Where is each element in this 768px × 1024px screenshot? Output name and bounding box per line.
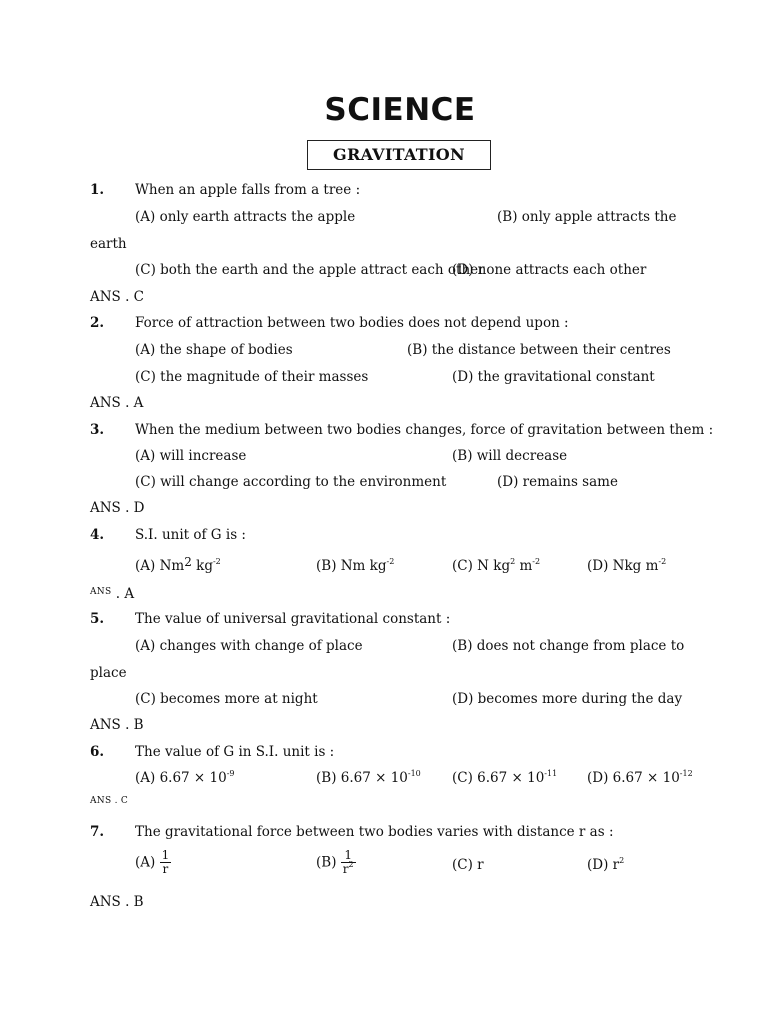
question-text: S.I. unit of G is :	[135, 527, 246, 543]
answer: ANS . D	[90, 500, 145, 516]
option-b: (B) the distance between their centres	[407, 342, 671, 358]
option-a: (A) changes with change of place	[135, 638, 363, 654]
option-d: (D) $6.67 \times 10^{-12}$	[587, 769, 693, 786]
option-a: (A) will increase	[135, 448, 247, 464]
answer: ANS . A	[90, 395, 144, 411]
question-number: 4.	[90, 527, 105, 543]
option-b-wrap: earth	[90, 236, 127, 252]
option-d: (D) Nkg $m^{-2}$	[587, 557, 667, 574]
option-b: (B) $\frac{1}{r^2}$	[316, 848, 354, 876]
option-c: (C) both the earth and the apple attract each other	[135, 262, 485, 278]
option-c: (C) $6.67 \times 10^{-11}$	[452, 769, 558, 786]
question-number: 5.	[90, 611, 105, 627]
option-a: (A) Nm$^2$ $kg^{-2}$	[135, 555, 221, 574]
option-d: (D) none attracts each other	[452, 262, 647, 278]
question-number: 2.	[90, 315, 105, 331]
fraction: $\frac{1}{r^2}$	[342, 848, 354, 876]
option-d: (D) the gravitational constant	[452, 369, 655, 385]
option-a: (A) only earth attracts the apple	[135, 209, 356, 225]
option-b-wrap: place	[90, 665, 127, 681]
option-b: (B) $6.67 \times 10^{-10}$	[316, 769, 421, 786]
answer: ANS . B	[90, 717, 144, 733]
chapter-title: GRAVITATION	[307, 140, 491, 170]
question-number: 1.	[90, 182, 105, 198]
option-d: (D) $r^2$	[587, 856, 625, 873]
option-d: (D) becomes more during the day	[452, 691, 683, 707]
option-c: (C) becomes more at night	[135, 691, 318, 707]
option-b: (B) only apple attracts the	[497, 209, 677, 225]
option-c: (C) r	[452, 857, 484, 873]
question-number: 3.	[90, 422, 105, 438]
answer: ANS . B	[90, 894, 144, 910]
answer: $^{ANS}$ . A	[90, 586, 135, 602]
option-d: (D) remains same	[497, 474, 618, 490]
question-text: When an apple falls from a tree :	[135, 182, 361, 198]
question-number: 6.	[90, 744, 105, 760]
page-title: SCIENCE	[324, 92, 476, 128]
option-c: (C) the magnitude of their masses	[135, 369, 369, 385]
question-text: The value of universal gravitational constant :	[135, 611, 451, 627]
option-b: (B) will decrease	[452, 448, 568, 464]
answer: ANS . C	[90, 289, 145, 305]
question-number: 7.	[90, 824, 105, 840]
option-b: (B) Nm $kg^{-2}$	[316, 557, 395, 574]
question-text: The value of G in S.I. unit is :	[135, 744, 335, 760]
option-b: (B) does not change from place to	[452, 638, 685, 654]
option-a: (A) the shape of bodies	[135, 342, 293, 358]
question-text: The gravitational force between two bodies varies with distance r as :	[135, 824, 614, 840]
answer: ANS . C	[90, 796, 129, 806]
option-a: (A) $6.67 \times 10^{-9}$	[135, 769, 235, 786]
question-text: Force of attraction between two bodies does not depend upon :	[135, 315, 569, 331]
question-text: When the medium between two bodies changes, force of gravitation between them :	[135, 422, 714, 438]
option-c: (C) N $kg^2$ $m^{-2}$	[452, 557, 541, 574]
option-a: (A) $\frac{1}{r}$	[135, 848, 170, 876]
option-c: (C) will change according to the environment	[135, 474, 447, 490]
fraction: $\frac{1}{r}$	[161, 848, 170, 876]
